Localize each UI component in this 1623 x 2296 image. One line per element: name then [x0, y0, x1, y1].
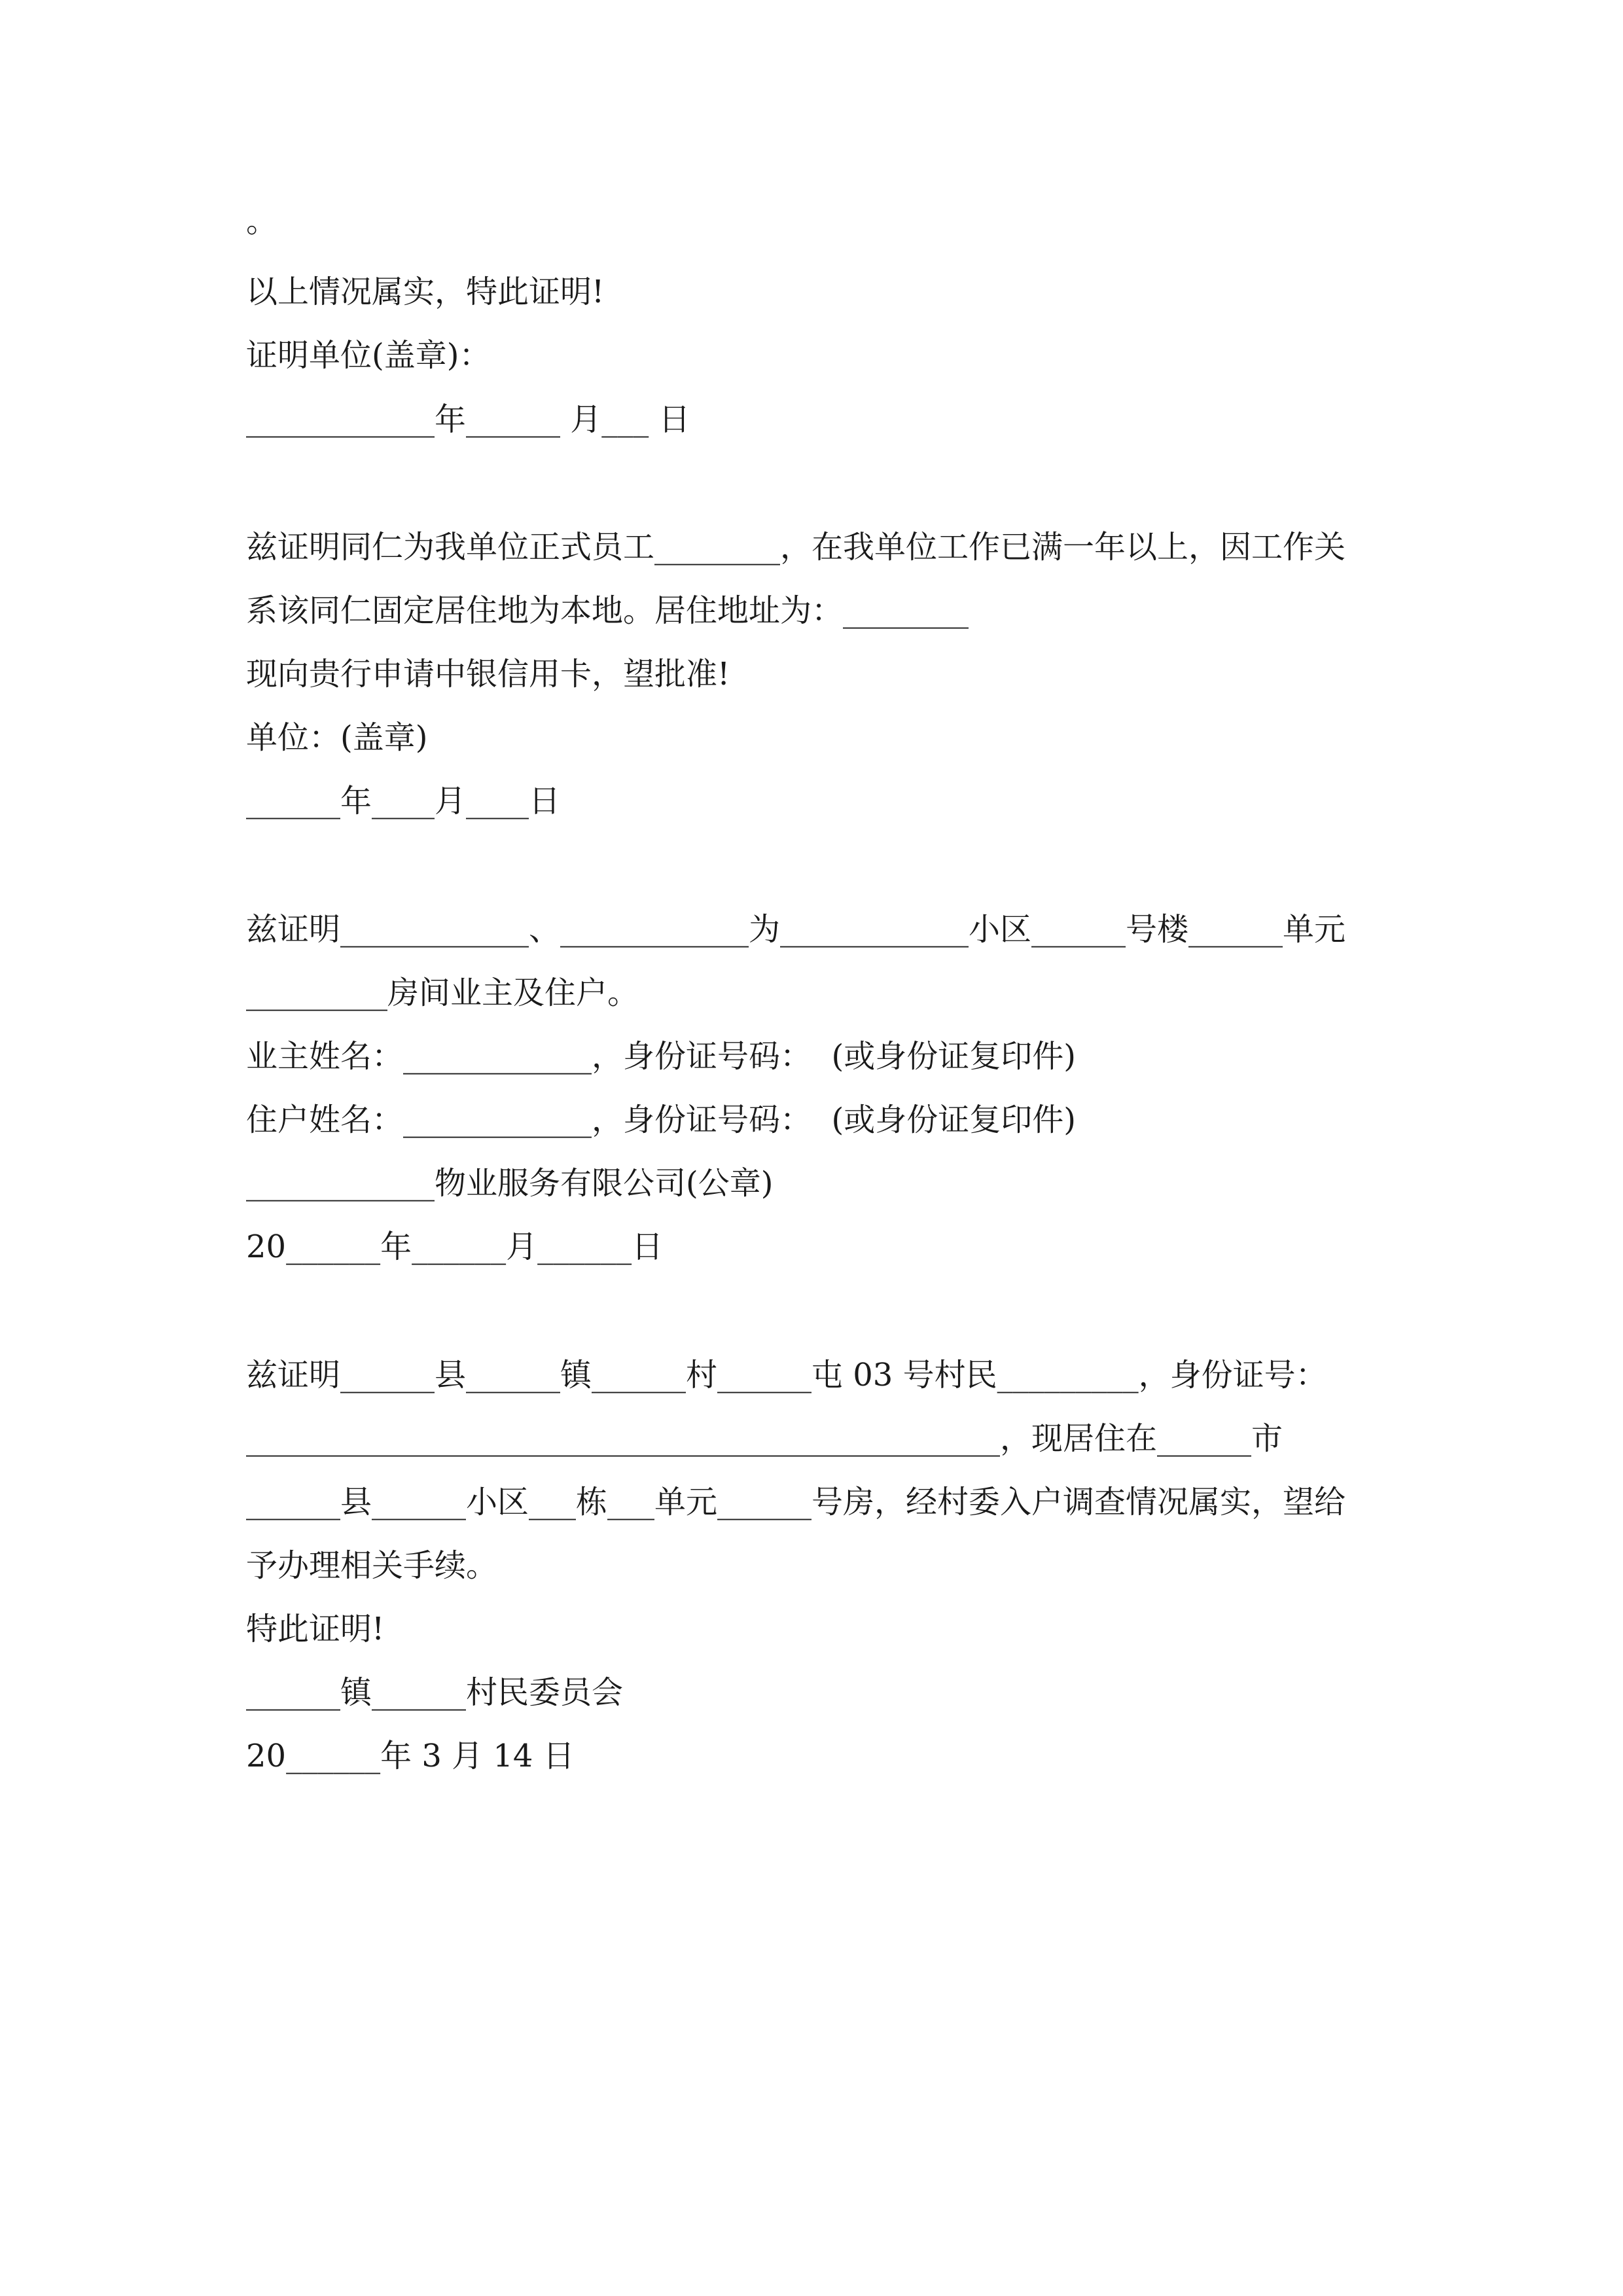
text-line-date-4: 20______年 3 月 14 日: [246, 1738, 575, 1774]
text-line-owner-cert-1: 兹证明____________、____________为____________小区______号楼______单元: [246, 911, 1346, 948]
text-line-village-cert-3: ______县______小区___栋___单元______号房，经村委入户调查情况属实，望给: [246, 1484, 1346, 1520]
text-line-date-3: 20______年______月______日: [246, 1229, 664, 1265]
text-line-owner-name: 业主姓名：____________，身份证号码： (或身份证复印件): [246, 1038, 1076, 1075]
text-line-employee-cert-2: 系该同仁固定居住地为本地。居住地址为：________: [246, 592, 969, 629]
text-line-unit-seal: 单位：(盖章): [246, 719, 428, 756]
text-line-date-2: ______年____月____日: [246, 783, 561, 819]
text-line-village-cert-4: 予办理相关手续。: [246, 1547, 498, 1584]
text-line-village-cert-1: 兹证明______县______镇______村______屯 03 号村民_________，身份证号：: [246, 1357, 1327, 1393]
text-line-certifying-unit: 证明单位(盖章)：: [246, 337, 491, 374]
text-line-confirmation: 以上情况属实，特此证明!: [246, 274, 605, 310]
text-line-stray-period: 。: [246, 203, 278, 240]
text-line-owner-cert-2: _________房间业主及住户。: [246, 975, 639, 1011]
text-line-village-committee: ______镇______村民委员会: [246, 1674, 624, 1711]
text-line-hereby-certify: 特此证明!: [246, 1611, 385, 1647]
text-line-credit-card-request: 现向贵行申请中银信用卡，望批准!: [246, 656, 730, 692]
text-line-resident-name: 住户姓名：____________，身份证号码： (或身份证复印件): [246, 1102, 1076, 1138]
text-line-employee-cert-1: 兹证明同仁为我单位正式员工________，在我单位工作已满一年以上，因工作关: [246, 529, 1346, 565]
text-line-date-1: ____________年______ 月___ 日: [246, 401, 690, 438]
text-line-village-cert-2: ________________________________________________，现居住在______市: [246, 1420, 1283, 1457]
text-line-property-company: ____________物业服务有限公司(公章): [246, 1165, 774, 1202]
